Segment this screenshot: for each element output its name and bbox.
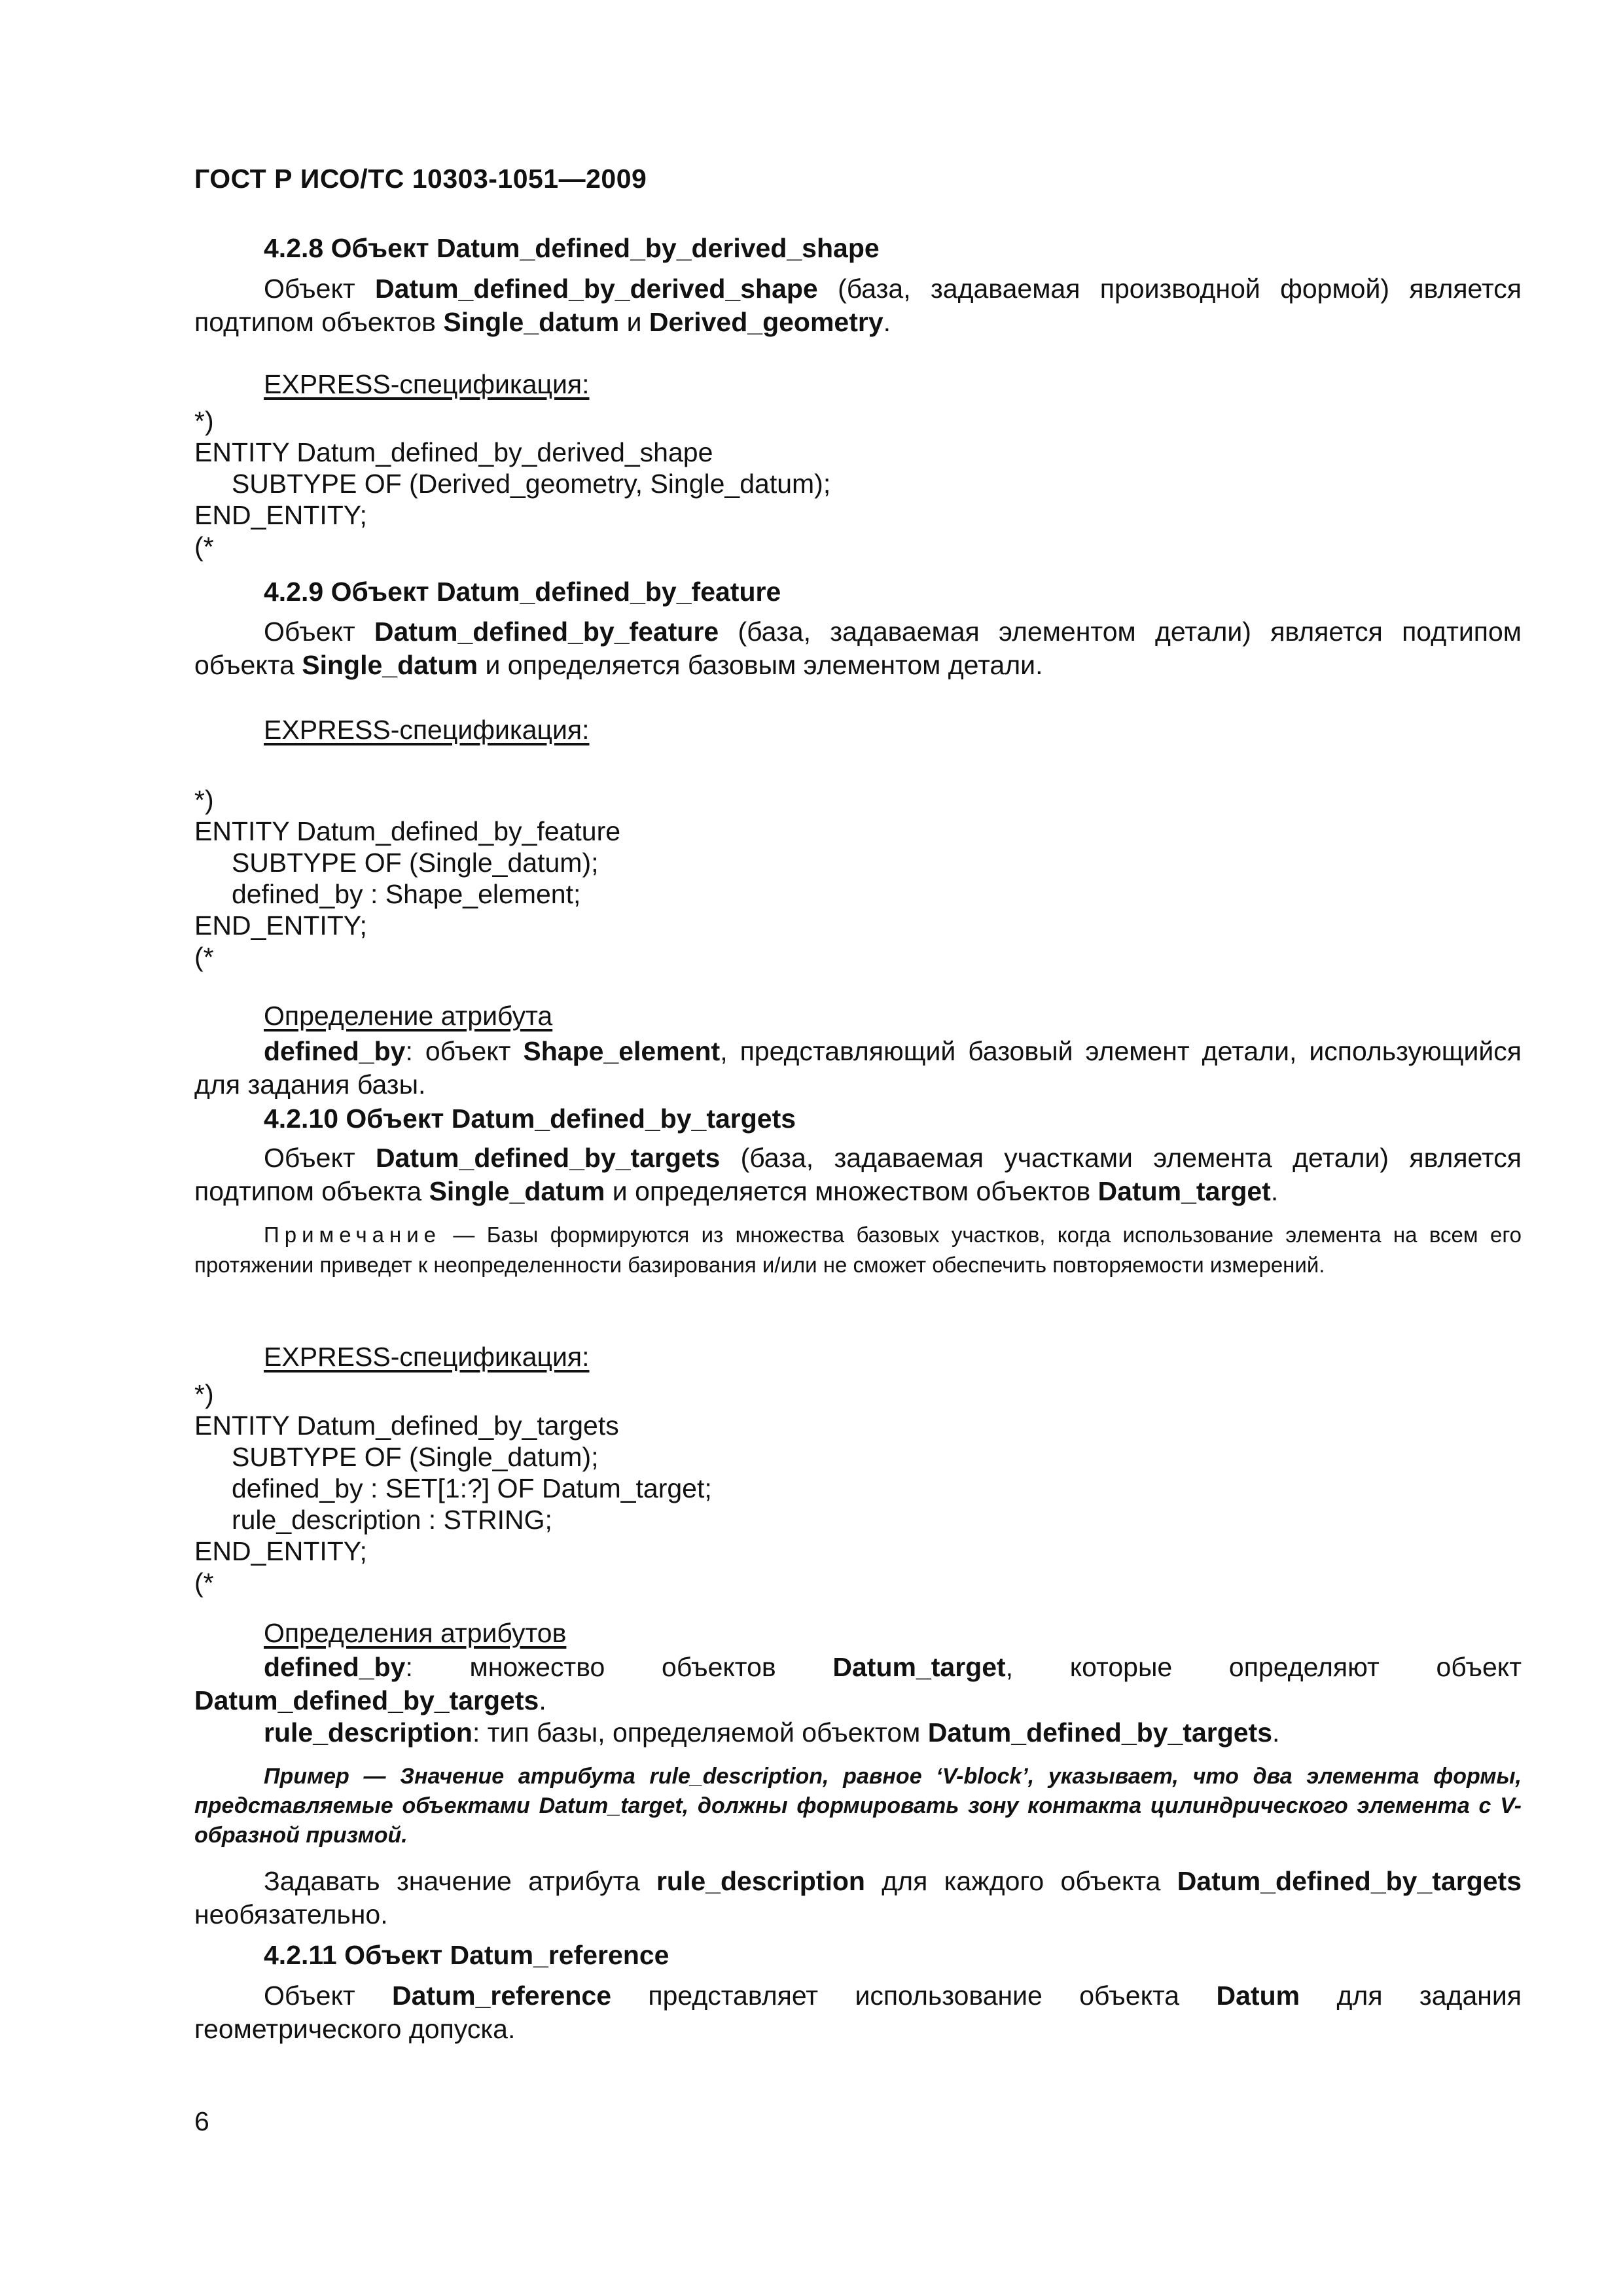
express-code-block: *) ENTITY Datum_defined_by_derived_shape SUBTYPE OF (Derived_geometry, Single_datum); END_ENTITY; (* [194, 406, 831, 562]
express-label: EXPRESS-спецификация: [264, 369, 590, 399]
express-label: EXPRESS-спецификация: [264, 715, 590, 745]
document-page [194, 0, 1522, 2296]
note-label: Примечание [264, 1223, 442, 1247]
page-number: 6 [194, 2106, 209, 2136]
document-header: ГОСТ Р ИСО/ТС 10303-1051—2009 [194, 164, 647, 194]
express-label: EXPRESS-спецификация: [264, 1342, 590, 1372]
attribute-definitions-label: Определения атрибутов [264, 1618, 567, 1648]
paragraph-rule-description: Задавать значение атрибута rule_description для каждого объекта Datum_defined_by_targets необязательно. [194, 1866, 1522, 1929]
express-code-block: *) ENTITY Datum_defined_by_feature SUBTYPE OF (Single_datum); defined_by : Shape_element; END_ENTITY; (* [194, 785, 621, 972]
paragraph-4-2-10: Объект Datum_defined_by_targets (база, задаваемая участками элемента детали) является подтипом объекта Single_datum и определяется множеством объектов Datum_target. [194, 1143, 1522, 1206]
paragraph-4-2-11: Объект Datum_reference представляет использование объекта Datum для задания геометрического допуска. [194, 1981, 1522, 2044]
attribute-definition: defined_by: множество объектов Datum_target, которые определяют объект Datum_defined_by_targets. [194, 1652, 1522, 1715]
paragraph-4-2-8: Объект Datum_defined_by_derived_shape (база, задаваемая производной формой) является подтипом объектов Single_datum и Derived_geometry. [194, 274, 1522, 337]
attribute-definition: defined_by: объект Shape_element, представляющий базовый элемент детали, использующийся для задания базы. [194, 1036, 1522, 1100]
attribute-definition-label: Определение атрибута [264, 1001, 553, 1031]
paragraph-4-2-9: Объект Datum_defined_by_feature (база, задаваемая элементом детали) является подтипом объекта Single_datum и определяется базовым элементом детали. [194, 617, 1522, 680]
section-heading-4-2-9: 4.2.9 Объект Datum_defined_by_feature [264, 577, 781, 607]
note: Примечание — Базы формируются из множества базовых участков, когда использование элемента на всем его протяжении приведет к неопределенности базирования и/или не сможет обеспечить повторяемости измерений. [194, 1223, 1522, 1277]
section-heading-4-2-10: 4.2.10 Объект Datum_defined_by_targets [264, 1103, 796, 1134]
express-code-block: *) ENTITY Datum_defined_by_targets SUBTYPE OF (Single_datum); defined_by : SET[1:?] OF Datum_target; rule_description : STRING; END_ENTITY; (* [194, 1379, 712, 1598]
example-note: Пример — Значение атрибута rule_description, равное ‘V-block’, указывает, что два элемента формы, представляемые объектами Datum_target, должны формировать зону контакта цилиндрического элемента с V-образной призмой. [194, 1764, 1522, 1848]
section-heading-4-2-8: 4.2.8 Объект Datum_defined_by_derived_shape [264, 233, 880, 263]
attribute-definition: rule_description: тип базы, определяемой объектом Datum_defined_by_targets. [264, 1717, 1280, 1748]
section-heading-4-2-11: 4.2.11 Объект Datum_reference [264, 1940, 669, 1970]
